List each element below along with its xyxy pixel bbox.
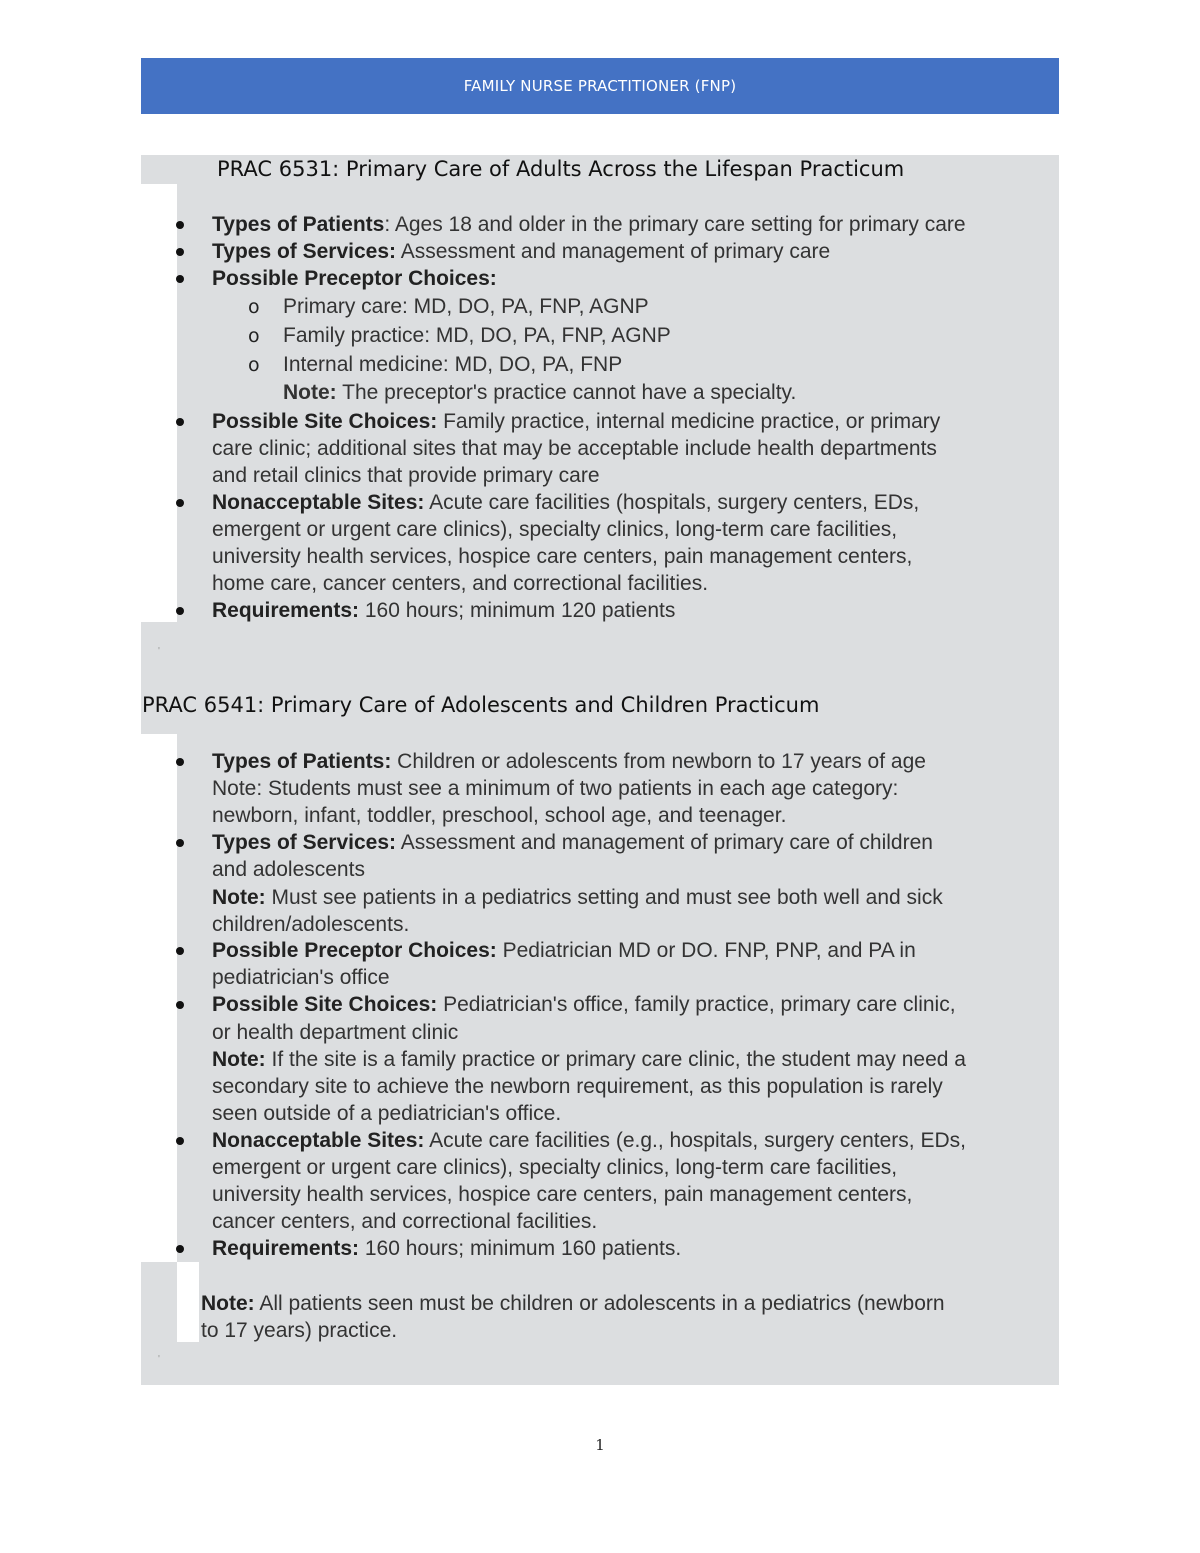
sites-line bbox=[212, 408, 940, 435]
nonacceptable-line bbox=[212, 1127, 966, 1154]
bullet-icon bbox=[176, 1001, 184, 1009]
sites-label: Possible Site Choices: bbox=[212, 993, 438, 1016]
sites-line: and retail clinics that provide primary care bbox=[212, 464, 600, 487]
sites-note bbox=[212, 1046, 966, 1073]
services-text: Assessment and management of primary care bbox=[396, 240, 831, 263]
bullet-icon bbox=[176, 758, 184, 766]
preceptor-option: Internal medicine: MD, DO, PA, FNP bbox=[283, 353, 623, 376]
nonacceptable-text: Acute care facilities (e.g., hospitals, surgery centers, EDs, bbox=[424, 1129, 966, 1152]
bullet-icon bbox=[176, 1137, 184, 1145]
sites-line: or health department clinic bbox=[212, 1021, 459, 1044]
nonacceptable-label: Nonacceptable Sites: bbox=[212, 491, 425, 514]
note-text: If the site is a family practice or primary care clinic, the student may need a bbox=[265, 1048, 966, 1071]
preceptor-label: Possible Preceptor Choices: bbox=[212, 939, 497, 962]
nonacceptable-label: Nonacceptable Sites: bbox=[212, 1129, 425, 1152]
sites-text: Family practice, internal medicine practice, or primary bbox=[437, 410, 941, 433]
bullet-icon bbox=[176, 1245, 184, 1253]
patients-line bbox=[212, 211, 966, 238]
paragraph-mark: ' bbox=[158, 646, 160, 657]
bullet-icon bbox=[176, 275, 184, 283]
nonacceptable-line: emergent or urgent care clinics), specialty clinics, long-term care facilities, bbox=[212, 1156, 898, 1179]
requirements-line bbox=[212, 1235, 681, 1262]
patients-line bbox=[212, 748, 926, 775]
services-note: children/adolescents. bbox=[212, 913, 410, 936]
preceptor-option: Family practice: MD, DO, PA, FNP, AGNP bbox=[283, 324, 671, 347]
services-line bbox=[212, 238, 830, 265]
nonacceptable-line: cancer centers, and correctional facilities. bbox=[212, 1210, 598, 1233]
sites-note: seen outside of a pediatrician's office. bbox=[212, 1102, 562, 1125]
patients-text: Children or adolescents from newborn to 17 years of age bbox=[391, 750, 926, 773]
requirements-text: 160 hours; minimum 120 patients bbox=[359, 599, 676, 622]
nonacceptable-line: emergent or urgent care clinics), specialty clinics, long-term care facilities, bbox=[212, 518, 898, 541]
requirements-text: 160 hours; minimum 160 patients. bbox=[359, 1237, 682, 1260]
services-text: Assessment and management of primary care of children bbox=[396, 831, 933, 854]
preceptor-option: Primary care: MD, DO, PA, FNP, AGNP bbox=[283, 295, 649, 318]
sites-label: Possible Site Choices: bbox=[212, 410, 438, 433]
final-note bbox=[201, 1290, 945, 1317]
bullet-icon bbox=[176, 221, 184, 229]
requirements-label: Requirements: bbox=[212, 599, 360, 622]
final-note: to 17 years) practice. bbox=[201, 1319, 398, 1342]
preceptor-text: Pediatrician MD or DO. FNP, PNP, and PA in bbox=[496, 939, 916, 962]
note-text: The preceptor's practice cannot have a specialty. bbox=[336, 381, 797, 404]
note-label: Note: bbox=[201, 1292, 255, 1315]
services-label: Types of Services: bbox=[212, 240, 397, 263]
patients-line: Note: Students must see a minimum of two patients in each age category: bbox=[212, 777, 899, 800]
patients-label: Types of Patients: bbox=[212, 750, 392, 773]
note-label: Note: bbox=[212, 886, 266, 909]
bullet-icon bbox=[176, 499, 184, 507]
services-line bbox=[212, 829, 933, 856]
preceptor-line: pediatrician's office bbox=[212, 966, 390, 989]
requirements-label: Requirements: bbox=[212, 1237, 360, 1260]
preceptor-line bbox=[212, 937, 916, 964]
section2-title: PRAC 6541: Primary Care of Adolescents and Children Practicum bbox=[142, 693, 820, 717]
sites-text: Pediatrician's office, family practice, primary care clinic, bbox=[437, 993, 956, 1016]
bullet-icon bbox=[176, 607, 184, 615]
bullet-icon bbox=[176, 947, 184, 955]
nonacceptable-text: Acute care facilities (hospitals, surgery centers, EDs, bbox=[424, 491, 920, 514]
bullet-icon bbox=[176, 248, 184, 256]
header-title: FAMILY NURSE PRACTITIONER (FNP) bbox=[463, 77, 737, 95]
circle-bullet-icon: o bbox=[248, 325, 260, 347]
preceptor-note bbox=[283, 379, 796, 406]
note-label: Note: bbox=[283, 381, 337, 404]
circle-bullet-icon: o bbox=[248, 354, 260, 376]
bullet-icon bbox=[176, 418, 184, 426]
nonacceptable-line: university health services, hospice care centers, pain management centers, bbox=[212, 545, 913, 568]
patients-line: newborn, infant, toddler, preschool, school age, and teenager. bbox=[212, 804, 787, 827]
services-line: and adolescents bbox=[212, 858, 365, 881]
note-text: Must see patients in a pediatrics setting and must see both well and sick bbox=[265, 886, 943, 909]
nonacceptable-line: university health services, hospice care centers, pain management centers, bbox=[212, 1183, 913, 1206]
note-label: Note: bbox=[212, 1048, 266, 1071]
note-text: All patients seen must be children or adolescents in a pediatrics (newborn bbox=[254, 1292, 945, 1315]
sites-line: care clinic; additional sites that may be acceptable include health departments bbox=[212, 437, 937, 460]
nonacceptable-line bbox=[212, 489, 919, 516]
services-label: Types of Services: bbox=[212, 831, 397, 854]
paragraph-mark: ' bbox=[158, 1354, 160, 1365]
sites-note: secondary site to achieve the newborn requirement, as this population is rarely bbox=[212, 1075, 943, 1098]
bullet-icon bbox=[176, 839, 184, 847]
page-number: 1 bbox=[595, 1436, 605, 1454]
circle-bullet-icon: o bbox=[248, 296, 260, 318]
patients-text: : Ages 18 and older in the primary care setting for primary care bbox=[384, 213, 966, 236]
preceptor-label: Possible Preceptor Choices: bbox=[212, 267, 497, 290]
nonacceptable-line: home care, cancer centers, and correctional facilities. bbox=[212, 572, 709, 595]
services-note bbox=[212, 884, 943, 911]
patients-label: Types of Patients bbox=[212, 213, 385, 236]
sites-line bbox=[212, 991, 956, 1018]
requirements-line bbox=[212, 597, 675, 624]
preceptor-line bbox=[212, 265, 497, 292]
section1-title: PRAC 6531: Primary Care of Adults Across the Lifespan Practicum bbox=[217, 157, 905, 181]
